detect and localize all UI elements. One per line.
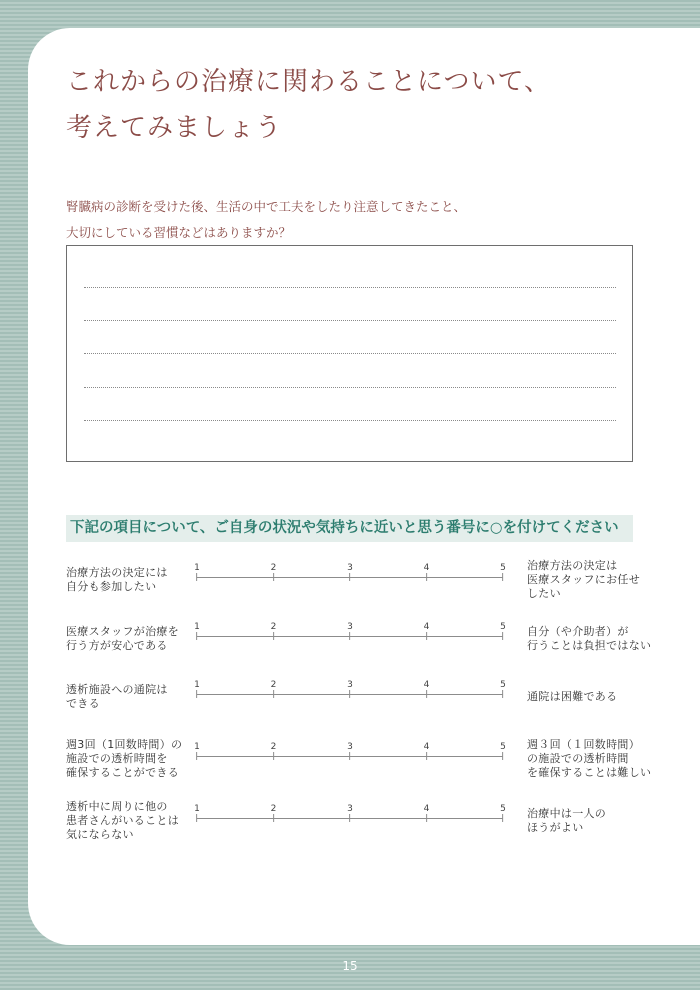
scale-number: 3 [347,563,353,573]
label-line: できる [66,697,100,710]
rating-item-right-label [527,807,606,835]
rating-item [66,729,652,789]
page-number: 15 [342,959,358,973]
rating-item-left-label [66,625,179,653]
label-line: 自分（や介助者）が [527,625,629,638]
label-line: 週3回（1回数時間）の [66,738,183,751]
rating-item-left-label [66,566,168,594]
label-line: 医療スタッフにお任せ [527,573,640,586]
scale-number: 4 [423,680,430,690]
scale-number: 5 [500,563,506,573]
rating-scale [194,667,506,727]
scale-number: 1 [194,680,200,690]
scale-number: 4 [423,563,430,573]
label-line: 治療方法の決定は [527,559,618,572]
scale-number: 2 [270,563,277,573]
label-line: 透析施設への通院は [66,683,168,696]
label-line: 医療スタッフが治療を [66,625,179,638]
rating-item [66,791,633,851]
scale-number: 2 [270,680,277,690]
scale-number: 4 [423,804,430,814]
label-line: 行うことは負担ではない [527,639,652,652]
page-title [66,59,551,151]
scale-number: 2 [270,804,277,814]
label-line: 施設での透析時間を [66,752,168,765]
rating-item [66,667,633,727]
rating-item-right-label [527,690,617,704]
label-line: 患者さんがいることは [66,814,179,827]
label-line: 治療方法の決定には [66,566,168,579]
rating-item-left-label [66,683,168,711]
scale-number: 4 [423,742,430,752]
scale-number: 4 [423,622,430,632]
scale-number: 2 [270,622,277,632]
scale-number: 5 [500,622,506,632]
writing-line [84,353,616,354]
rating-scale [194,550,506,610]
label-line: 週３回（１回数時間） [527,738,640,751]
rating-item [66,609,652,669]
writing-line [84,287,616,288]
rating-scale [194,609,506,669]
scale-number: 5 [500,680,506,690]
scale-number: 2 [270,742,277,752]
writing-line [84,420,616,421]
rating-item-left-label [66,800,179,842]
rating-item-right-label [527,738,651,780]
scale-number: 1 [194,742,200,752]
question-line: 腎臓病の診断を受けた後、生活の中で工夫をしたり注意してきたこと、 [66,199,467,214]
label-line: 確保することができる [66,766,179,779]
scale-number: 1 [194,804,200,814]
scale-number: 5 [500,804,506,814]
rating-item [66,550,640,610]
rating-scale [194,729,506,789]
question-line: 大切にしている習慣などはありますか？ [66,225,292,240]
instruction-heading: 下記の項目について、ご自身の状況や気持ちに近いと思う番号に○を付けてください [66,515,633,542]
label-line: ほうがよい [527,821,584,834]
rating-item-left-label [66,738,182,780]
label-line: 透析中に周りに他の [66,800,168,813]
question-text [66,194,466,246]
label-line: の施設での透析時間 [527,752,629,765]
scale-number: 1 [194,622,200,632]
scale-number: 3 [347,804,353,814]
label-line: 気にならない [66,828,134,841]
page-title-line: 考えてみましょう [66,113,283,143]
scale-number: 1 [194,563,200,573]
label-line: 行う方が安心である [66,639,168,652]
writing-line [84,320,616,321]
scale-number: 3 [347,622,353,632]
scale-number: 3 [347,742,353,752]
rating-item-right-label [527,625,651,653]
label-line: したい [527,587,561,600]
scale-number: 5 [500,742,506,752]
label-line: 通院は困難である [527,690,618,703]
page-title-line: これからの治療に関わることについて、 [66,67,551,97]
scale-number: 3 [347,680,353,690]
label-line: 治療中は一人の [527,807,607,820]
rating-item-right-label [527,559,640,601]
writing-line [84,387,616,388]
rating-scale [194,791,506,851]
label-line: 自分も参加したい [66,580,157,593]
label-line: を確保することは難しい [527,766,652,779]
answer-writing-box [66,245,633,462]
